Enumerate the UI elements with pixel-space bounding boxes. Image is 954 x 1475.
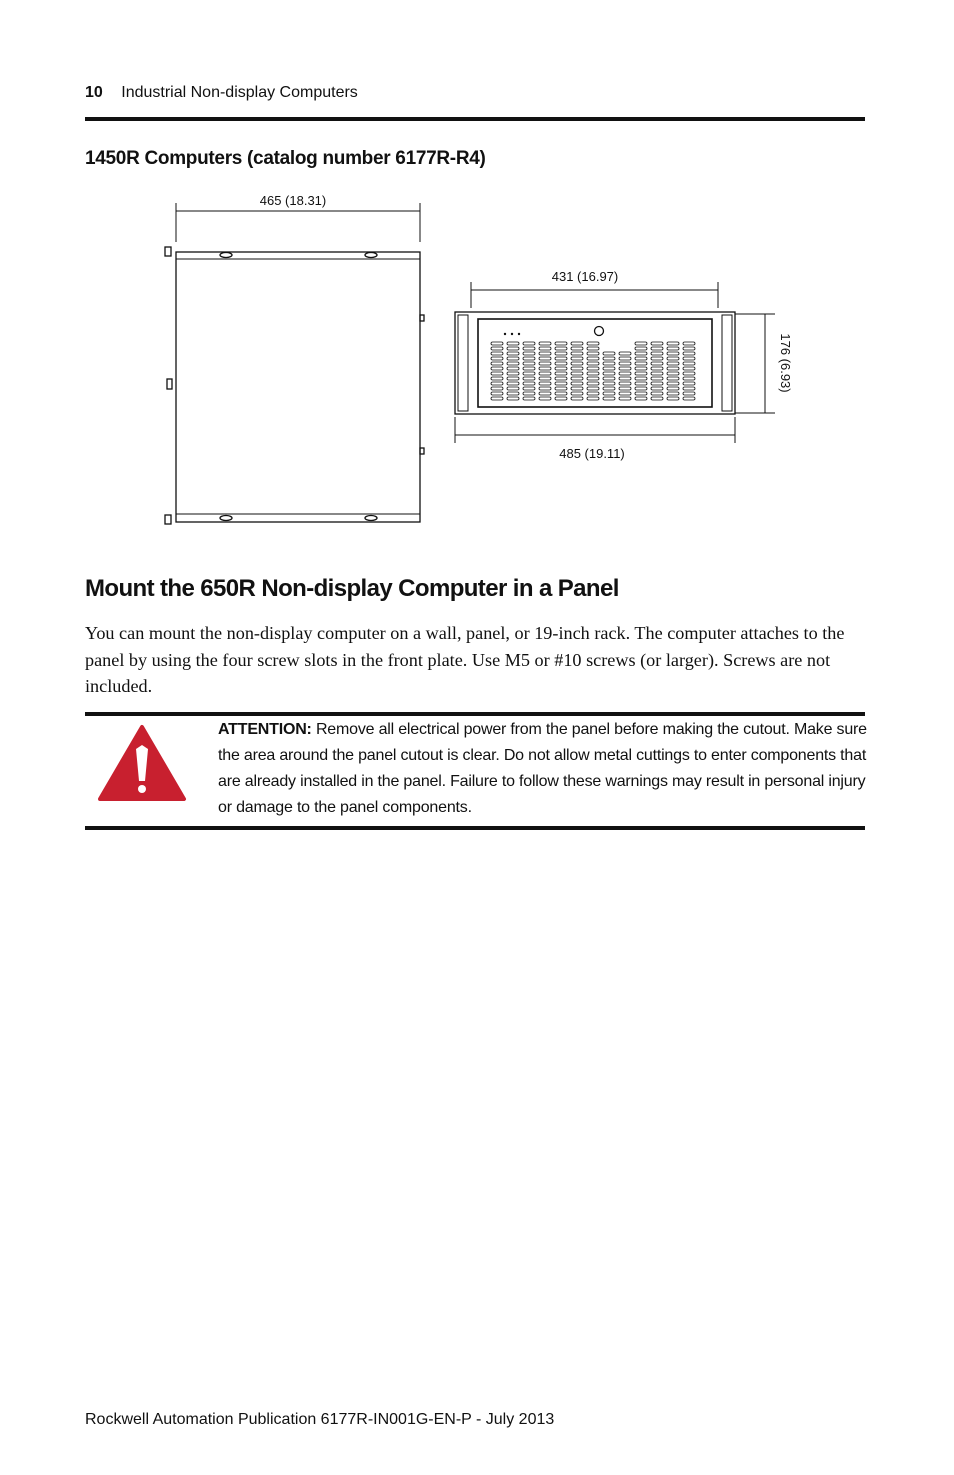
vent-slot — [619, 352, 631, 355]
vent-slot — [635, 367, 647, 370]
vent-slot — [667, 392, 679, 395]
attention-message — [218, 717, 868, 821]
vent-slot — [587, 347, 599, 350]
vent-slot — [507, 352, 519, 355]
vent-slot — [667, 362, 679, 365]
vent-slot — [555, 387, 567, 390]
vent-slot — [651, 362, 663, 365]
body-paragraph: You can mount the non-display computer on a wall, panel, or 19-inch rack. The computer attaches to the panel by using the four screw slots in the front plate. Use M5 or #10 screws (or larger). Screws are not included. — [85, 623, 845, 696]
dim-front-inner-width-label: 431 (16.97) — [551, 269, 619, 284]
vent-slot — [603, 352, 615, 355]
vent-slot — [555, 357, 567, 360]
vent-slot — [571, 377, 583, 380]
vent-slot — [635, 372, 647, 375]
vent-slot — [571, 362, 583, 365]
vent-slot — [651, 347, 663, 350]
vent-slot — [587, 357, 599, 360]
attention-top-rule — [85, 712, 865, 716]
vent-slot — [619, 372, 631, 375]
vent-slot — [555, 367, 567, 370]
vent-slot — [523, 392, 535, 395]
vent-slot — [651, 387, 663, 390]
vent-slot — [507, 397, 519, 400]
vent-slot — [619, 387, 631, 390]
vent-slot — [603, 377, 615, 380]
dim-side-width-label: 465 (18.31) — [259, 193, 327, 208]
vent-slot — [667, 367, 679, 370]
vent-slot — [571, 367, 583, 370]
vent-slot — [571, 382, 583, 385]
vent-slot — [507, 387, 519, 390]
vent-slot — [507, 377, 519, 380]
vent-slot — [539, 372, 551, 375]
vent-slot — [571, 397, 583, 400]
vent-slot — [507, 392, 519, 395]
vent-slot — [539, 377, 551, 380]
side-view-drawing — [165, 203, 424, 524]
vent-slot — [651, 397, 663, 400]
vent-slot — [667, 352, 679, 355]
vent-slot — [571, 352, 583, 355]
figure-title: 1450R Computers (catalog number 6177R-R4) — [85, 148, 486, 169]
vent-slot — [603, 362, 615, 365]
vent-slot — [491, 382, 503, 385]
vent-slot — [523, 382, 535, 385]
vent-slot — [603, 357, 615, 360]
vent-grid — [491, 342, 695, 400]
vent-slot — [491, 342, 503, 345]
vent-slot — [651, 367, 663, 370]
vent-slot — [555, 347, 567, 350]
vent-slot — [539, 357, 551, 360]
vent-slot — [619, 377, 631, 380]
vent-slot — [587, 352, 599, 355]
vent-slot — [651, 377, 663, 380]
vent-slot — [539, 362, 551, 365]
vent-slot — [523, 342, 535, 345]
vent-slot — [651, 352, 663, 355]
vent-slot — [683, 357, 695, 360]
vent-slot — [555, 382, 567, 385]
vent-slot — [635, 352, 647, 355]
vent-slot — [651, 372, 663, 375]
vent-slot — [635, 387, 647, 390]
attention-label: ATTENTION: — [218, 721, 312, 738]
vent-slot — [619, 357, 631, 360]
header-rule — [85, 117, 865, 121]
vent-slot — [587, 397, 599, 400]
vent-slot — [587, 367, 599, 370]
vent-slot — [555, 352, 567, 355]
page-number: 10 — [85, 84, 103, 101]
vent-slot — [555, 362, 567, 365]
vent-slot — [683, 347, 695, 350]
vent-slot — [539, 392, 551, 395]
vent-slot — [667, 357, 679, 360]
vent-slot — [523, 387, 535, 390]
vent-slot — [571, 342, 583, 345]
vent-slot — [619, 362, 631, 365]
vent-slot — [587, 392, 599, 395]
vent-slot — [555, 377, 567, 380]
vent-slot — [539, 352, 551, 355]
vent-slot — [603, 392, 615, 395]
dim-front-height-label: 176 (6.93) — [778, 333, 793, 393]
vent-slot — [491, 387, 503, 390]
vent-slot — [683, 377, 695, 380]
vent-slot — [587, 382, 599, 385]
vent-slot — [539, 387, 551, 390]
dimension-diagram — [155, 185, 795, 540]
vent-slot — [603, 367, 615, 370]
vent-slot — [571, 347, 583, 350]
vent-slot — [683, 342, 695, 345]
running-title: Industrial Non-display Computers — [121, 84, 358, 101]
vent-slot — [555, 372, 567, 375]
vent-slot — [683, 367, 695, 370]
vent-slot — [555, 342, 567, 345]
vent-slot — [619, 392, 631, 395]
vent-slot — [491, 367, 503, 370]
vent-slot — [491, 352, 503, 355]
vent-slot — [683, 352, 695, 355]
vent-slot — [507, 372, 519, 375]
vent-slot — [619, 397, 631, 400]
vent-slot — [491, 397, 503, 400]
vent-slot — [539, 347, 551, 350]
vent-slot — [523, 377, 535, 380]
vent-slot — [603, 387, 615, 390]
vent-slot — [651, 342, 663, 345]
vent-slot — [667, 397, 679, 400]
vent-slot — [635, 377, 647, 380]
vent-slot — [667, 372, 679, 375]
vent-slot — [587, 372, 599, 375]
vent-slot — [587, 377, 599, 380]
vent-slot — [651, 392, 663, 395]
vent-slot — [555, 397, 567, 400]
vent-slot — [587, 387, 599, 390]
vent-slot — [571, 392, 583, 395]
attention-bottom-rule — [85, 826, 865, 830]
vent-slot — [651, 357, 663, 360]
vent-slot — [667, 382, 679, 385]
vent-slot — [619, 382, 631, 385]
vent-slot — [603, 372, 615, 375]
page-footer: Rockwell Automation Publication 6177R-IN001G-EN-P - July 2013 — [85, 1411, 555, 1428]
vent-slot — [507, 347, 519, 350]
vent-slot — [507, 367, 519, 370]
vent-slot — [667, 342, 679, 345]
vent-slot — [523, 357, 535, 360]
vent-slot — [683, 382, 695, 385]
vent-slot — [683, 387, 695, 390]
vent-slot — [539, 382, 551, 385]
vent-slot — [507, 362, 519, 365]
vent-slot — [491, 392, 503, 395]
vent-slot — [683, 372, 695, 375]
vent-slot — [683, 397, 695, 400]
vent-slot — [491, 372, 503, 375]
vent-slot — [491, 347, 503, 350]
vent-slot — [523, 397, 535, 400]
vent-slot — [587, 362, 599, 365]
vent-slot — [587, 342, 599, 345]
vent-slot — [635, 347, 647, 350]
vent-slot — [507, 382, 519, 385]
vent-slot — [539, 367, 551, 370]
vent-slot — [571, 372, 583, 375]
vent-slot — [635, 397, 647, 400]
vent-slot — [491, 357, 503, 360]
vent-slot — [491, 362, 503, 365]
vent-slot — [635, 357, 647, 360]
vent-slot — [635, 362, 647, 365]
vent-slot — [523, 352, 535, 355]
vent-slot — [539, 397, 551, 400]
vent-slot — [603, 397, 615, 400]
vent-slot — [507, 342, 519, 345]
vent-slot — [619, 367, 631, 370]
vent-slot — [555, 392, 567, 395]
vent-slot — [683, 392, 695, 395]
vent-slot — [507, 357, 519, 360]
vent-slot — [523, 362, 535, 365]
vent-slot — [667, 387, 679, 390]
vent-slot — [571, 387, 583, 390]
vent-slot — [635, 342, 647, 345]
page-header — [85, 84, 358, 102]
warning-triangle-icon — [97, 723, 187, 803]
vent-slot — [523, 367, 535, 370]
vent-slot — [667, 347, 679, 350]
dim-front-outer-width-label: 485 (19.11) — [559, 446, 625, 461]
vent-slot — [683, 362, 695, 365]
vent-slot — [539, 342, 551, 345]
vent-slot — [571, 357, 583, 360]
vent-slot — [491, 377, 503, 380]
vent-slot — [635, 392, 647, 395]
vent-slot — [523, 347, 535, 350]
attention-text: Remove all electrical power from the panel before making the cutout. Make sure the area around the panel cutout is clear. Do not allow metal cuttings to enter components that are already installed in the panel. Failure to follow these warnings may result in personal injury or damage to the panel components. — [218, 721, 867, 816]
section-heading: Mount the 650R Non-display Computer in a Panel — [85, 575, 619, 602]
vent-slot — [635, 382, 647, 385]
vent-slot — [667, 377, 679, 380]
vent-slot — [523, 372, 535, 375]
vent-slot — [651, 382, 663, 385]
vent-slot — [603, 382, 615, 385]
